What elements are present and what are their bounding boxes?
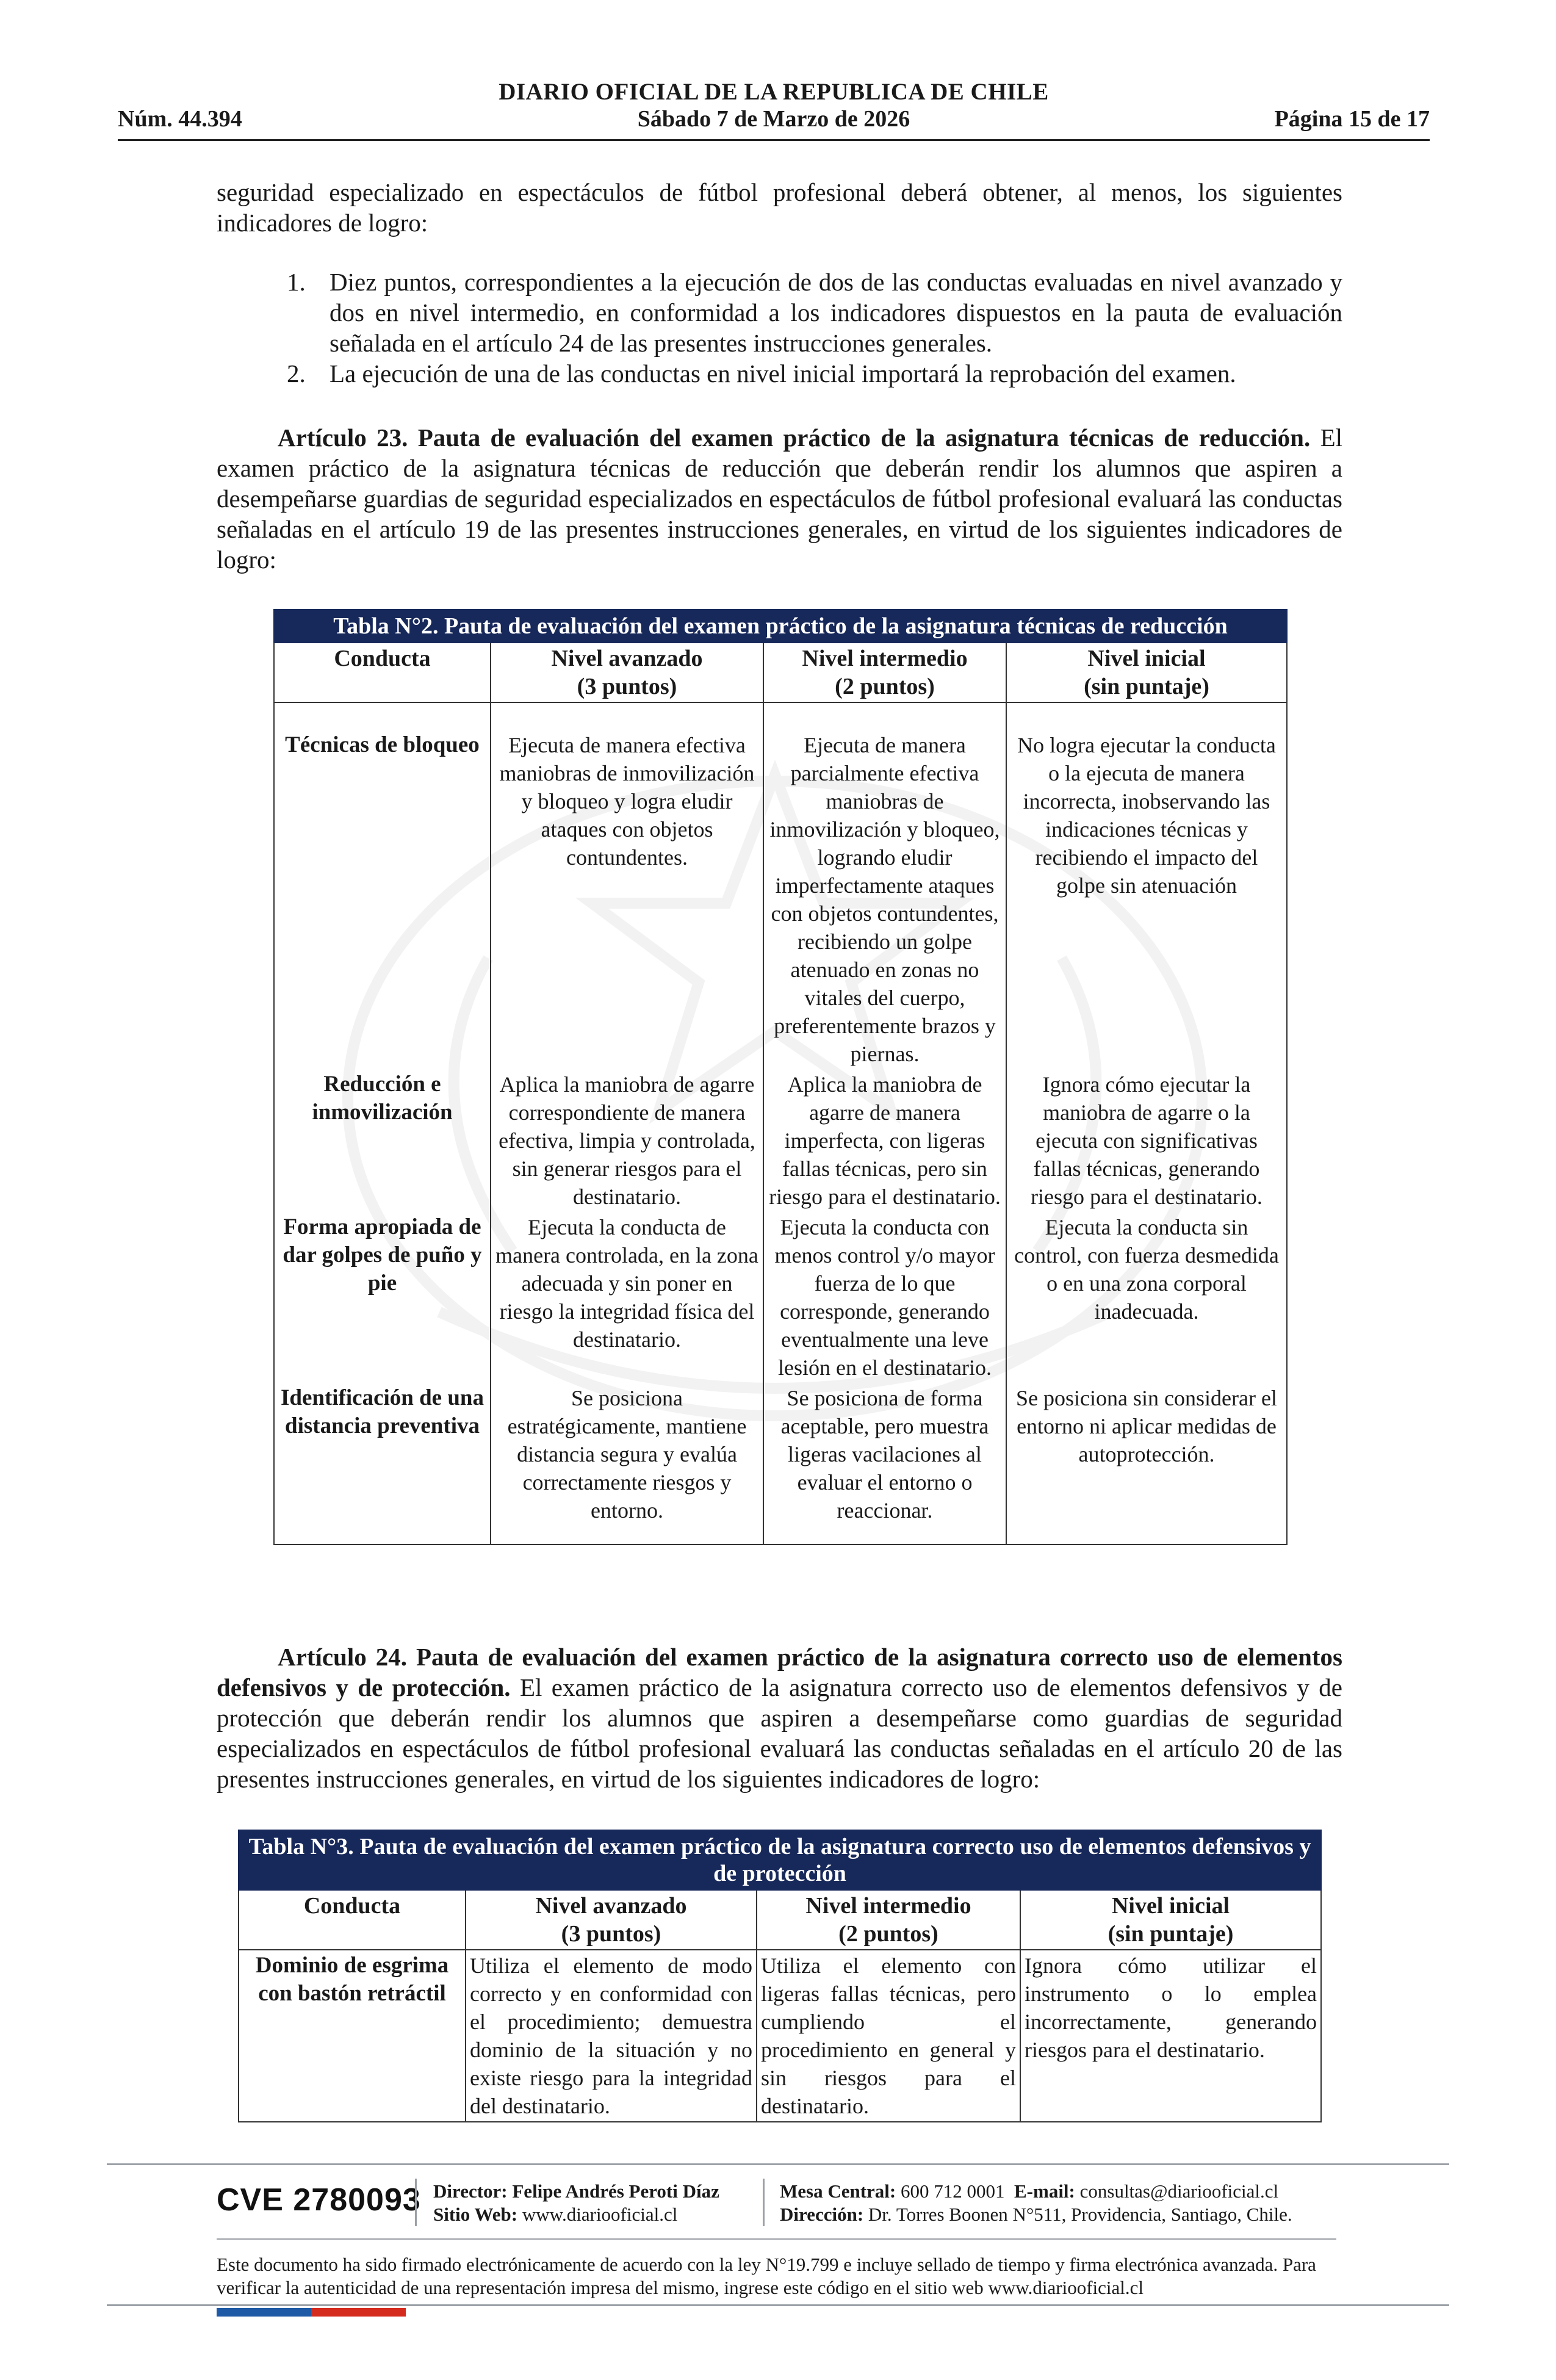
website-link[interactable]: www.diariooficial.cl [522, 2204, 678, 2225]
flag-stripe-red [311, 2308, 406, 2317]
header-divider [118, 139, 1430, 141]
issue-date: Sábado 7 de Marzo de 2026 [637, 106, 910, 132]
footer-separator [763, 2179, 765, 2226]
footer-website: Sitio Web: www.diariooficial.cl [433, 2204, 678, 2225]
table-3-caption: Tabla N°3. Pauta de evaluación del examen práctico de la asignatura correcto uso de elementos defensivos y de protección [239, 1830, 1321, 1890]
newspaper-title: DIARIO OFICIAL DE LA REPUBLICA DE CHILE [499, 79, 1049, 105]
footer-director: Director: Felipe Andrés Peroti Díaz [433, 2180, 719, 2202]
footer-address: Dirección: Dr. Torres Boonen N°511, Providencia, Santiago, Chile. [780, 2204, 1292, 2225]
issue-number: Núm. 44.394 [118, 106, 242, 132]
column-header-intermedio: Nivel intermedio (2 puntos) [757, 1890, 1020, 1950]
cve-code: CVE 2780093 [217, 2182, 421, 2218]
flag-stripe-blue [217, 2308, 311, 2317]
footer-divider-top [107, 2163, 1449, 2165]
requirements-list [287, 267, 1342, 389]
evaluation-table-2 [273, 609, 1288, 1545]
table-row: Reducción e inmovilización Aplica la maniobra de agarre correspondiente de manera efectiva, limpia y controlada, sin generar riesgos para el destinatario. Aplica la maniobra de agarre de manera imperfecta, con ligeras fallas técnicas, pero sin riesgo para el destinatario. Ignora cómo ejecutar la maniobra de agarre o la ejecuta con significativas fallas técnicas, generando riesgo para el destinatario. [274, 1069, 1287, 1212]
footer-separator [415, 2179, 417, 2226]
page-header [118, 78, 1430, 144]
table-row: Técnicas de bloqueo Ejecuta de manera efectiva maniobras de inmovilización y bloqueo y logra eludir ataques con objetos contundentes. Ejecuta de manera parcialmente efectiva maniobras de inmovilización y bloqueo, logrando eludir imperfectamente ataques con objetos contundentes, recibiendo un golpe atenuado en zonas no vitales del cuerpo, preferentemente brazos y piernas. No logra ejecutar la conducta o la ejecuta de manera incorrecta, inobservando las indicaciones técnicas y recibiendo el impacto del golpe sin atenuación [274, 730, 1287, 1069]
table-row: Forma apropiada de dar golpes de puño y pie Ejecuta la conducta de manera controlada, en la zona adecuada y sin poner en riesgo la integridad física del destinatario. Ejecuta la conducta con menos control y/o mayor fuerza de lo que corresponde, generando eventualmente una leve lesión en el destinatario. Ejecuta la conducta sin control, con fuerza desmedida o en una zona corporal inadecuada. [274, 1212, 1287, 1383]
footer-legal-notice: Este documento ha sido firmado electrónicamente de acuerdo con la ley N°19.799 e incluye sellado de tiempo y firma electrónica avanzada. Para verificar la autenticidad de una representación impresa del mismo, ingrese este código en el sitio web www.diariooficial.cl [217, 2254, 1316, 2298]
header-meta [118, 106, 1430, 135]
column-header-avanzado: Nivel avanzado (3 puntos) [466, 1890, 757, 1950]
list-item: 2. La ejecución de una de las conductas en nivel inicial importará la reprobación del examen. [287, 359, 1236, 388]
article-24-heading: Artículo 24. Pauta de evaluación del examen práctico de la asignatura correcto uso de elementos defensivos y de protección. [217, 1643, 1342, 1701]
intro-paragraph: seguridad especializado en espectáculos de fútbol profesional deberá obtener, al menos, los siguientes indicadores de logro: [217, 178, 1342, 237]
table-row: Identificación de una distancia preventiva Se posiciona estratégicamente, mantiene distancia segura y evalúa correctamente riesgos y entorno. Se posiciona de forma aceptable, pero muestra ligeras vacilaciones al evaluar el entorno o reaccionar. Se posiciona sin considerar el entorno ni aplicar medidas de autoprotección. [274, 1383, 1287, 1545]
footer-divider-middle [217, 2238, 1336, 2240]
article-23 [217, 422, 1342, 575]
article-23-heading: Artículo 23. Pauta de evaluación del examen práctico de la asignatura técnicas de reducción. [278, 424, 1311, 452]
article-23-text: El examen práctico de la asignatura técnicas de reducción que deberán rendir los alumnos que aspiren a desempeñarse guardias de seguridad especializados en espectáculos de fútbol profesional evaluará las conductas señaladas en el artículo 19 de las presentes instrucciones generales, en virtud de los siguientes indicadores de logro: [217, 424, 1342, 574]
article-24-text: El examen práctico de la asignatura correcto uso de elementos defensivos y de protección que deberán rendir los alumnos que aspiren a desempeñarse como guardias de seguridad especializados en espectáculos de fútbol profesional evaluará las conductas señaladas en el artículo 20 de las presentes instrucciones generales, en virtud de los siguientes indicadores de logro: [217, 1673, 1343, 1793]
footer-divider-bottom [107, 2304, 1449, 2306]
column-header-avanzado: Nivel avanzado (3 puntos) [491, 643, 763, 702]
column-header-intermedio: Nivel intermedio (2 puntos) [763, 643, 1006, 702]
table-row: Dominio de esgrima con bastón retráctil Utiliza el elemento de modo correcto y en conformidad con el procedimiento; demuestra dominio de la situación y no existe riesgo para la integridad del destinatario. Utiliza el elemento con ligeras fallas técnicas, pero cumpliendo el procedimiento en general y sin riesgos para el destinatario. Ignora cómo utilizar el instrumento o lo emplea incorrectamente, generando riesgos para el destinatario. [239, 1950, 1321, 2122]
page-number: Página 15 de 17 [1274, 106, 1430, 132]
column-header-inicial: Nivel inicial (sin puntaje) [1020, 1890, 1321, 1950]
article-24 [217, 1642, 1342, 1794]
footer-contact: Mesa Central: 600 712 0001 E-mail: consultas@diariooficial.cl [780, 2180, 1279, 2202]
column-header-conducta: Conducta [239, 1890, 466, 1950]
email-link[interactable]: consultas@diariooficial.cl [1079, 2180, 1279, 2202]
list-item: 1. Diez puntos, correspondientes a la ejecución de dos de las conductas evaluadas en nivel avanzado y dos en nivel intermedio, en conformidad a los indicadores dispuestos en la pauta de evaluación señalada en el artículo 24 de las presentes instrucciones generales. [287, 268, 1342, 357]
column-header-conducta: Conducta [274, 643, 491, 702]
evaluation-table-3 [238, 1830, 1322, 2122]
column-header-inicial: Nivel inicial (sin puntaje) [1006, 643, 1287, 702]
table-2-caption: Tabla N°2. Pauta de evaluación del examen práctico de la asignatura técnicas de reducción [274, 610, 1287, 643]
